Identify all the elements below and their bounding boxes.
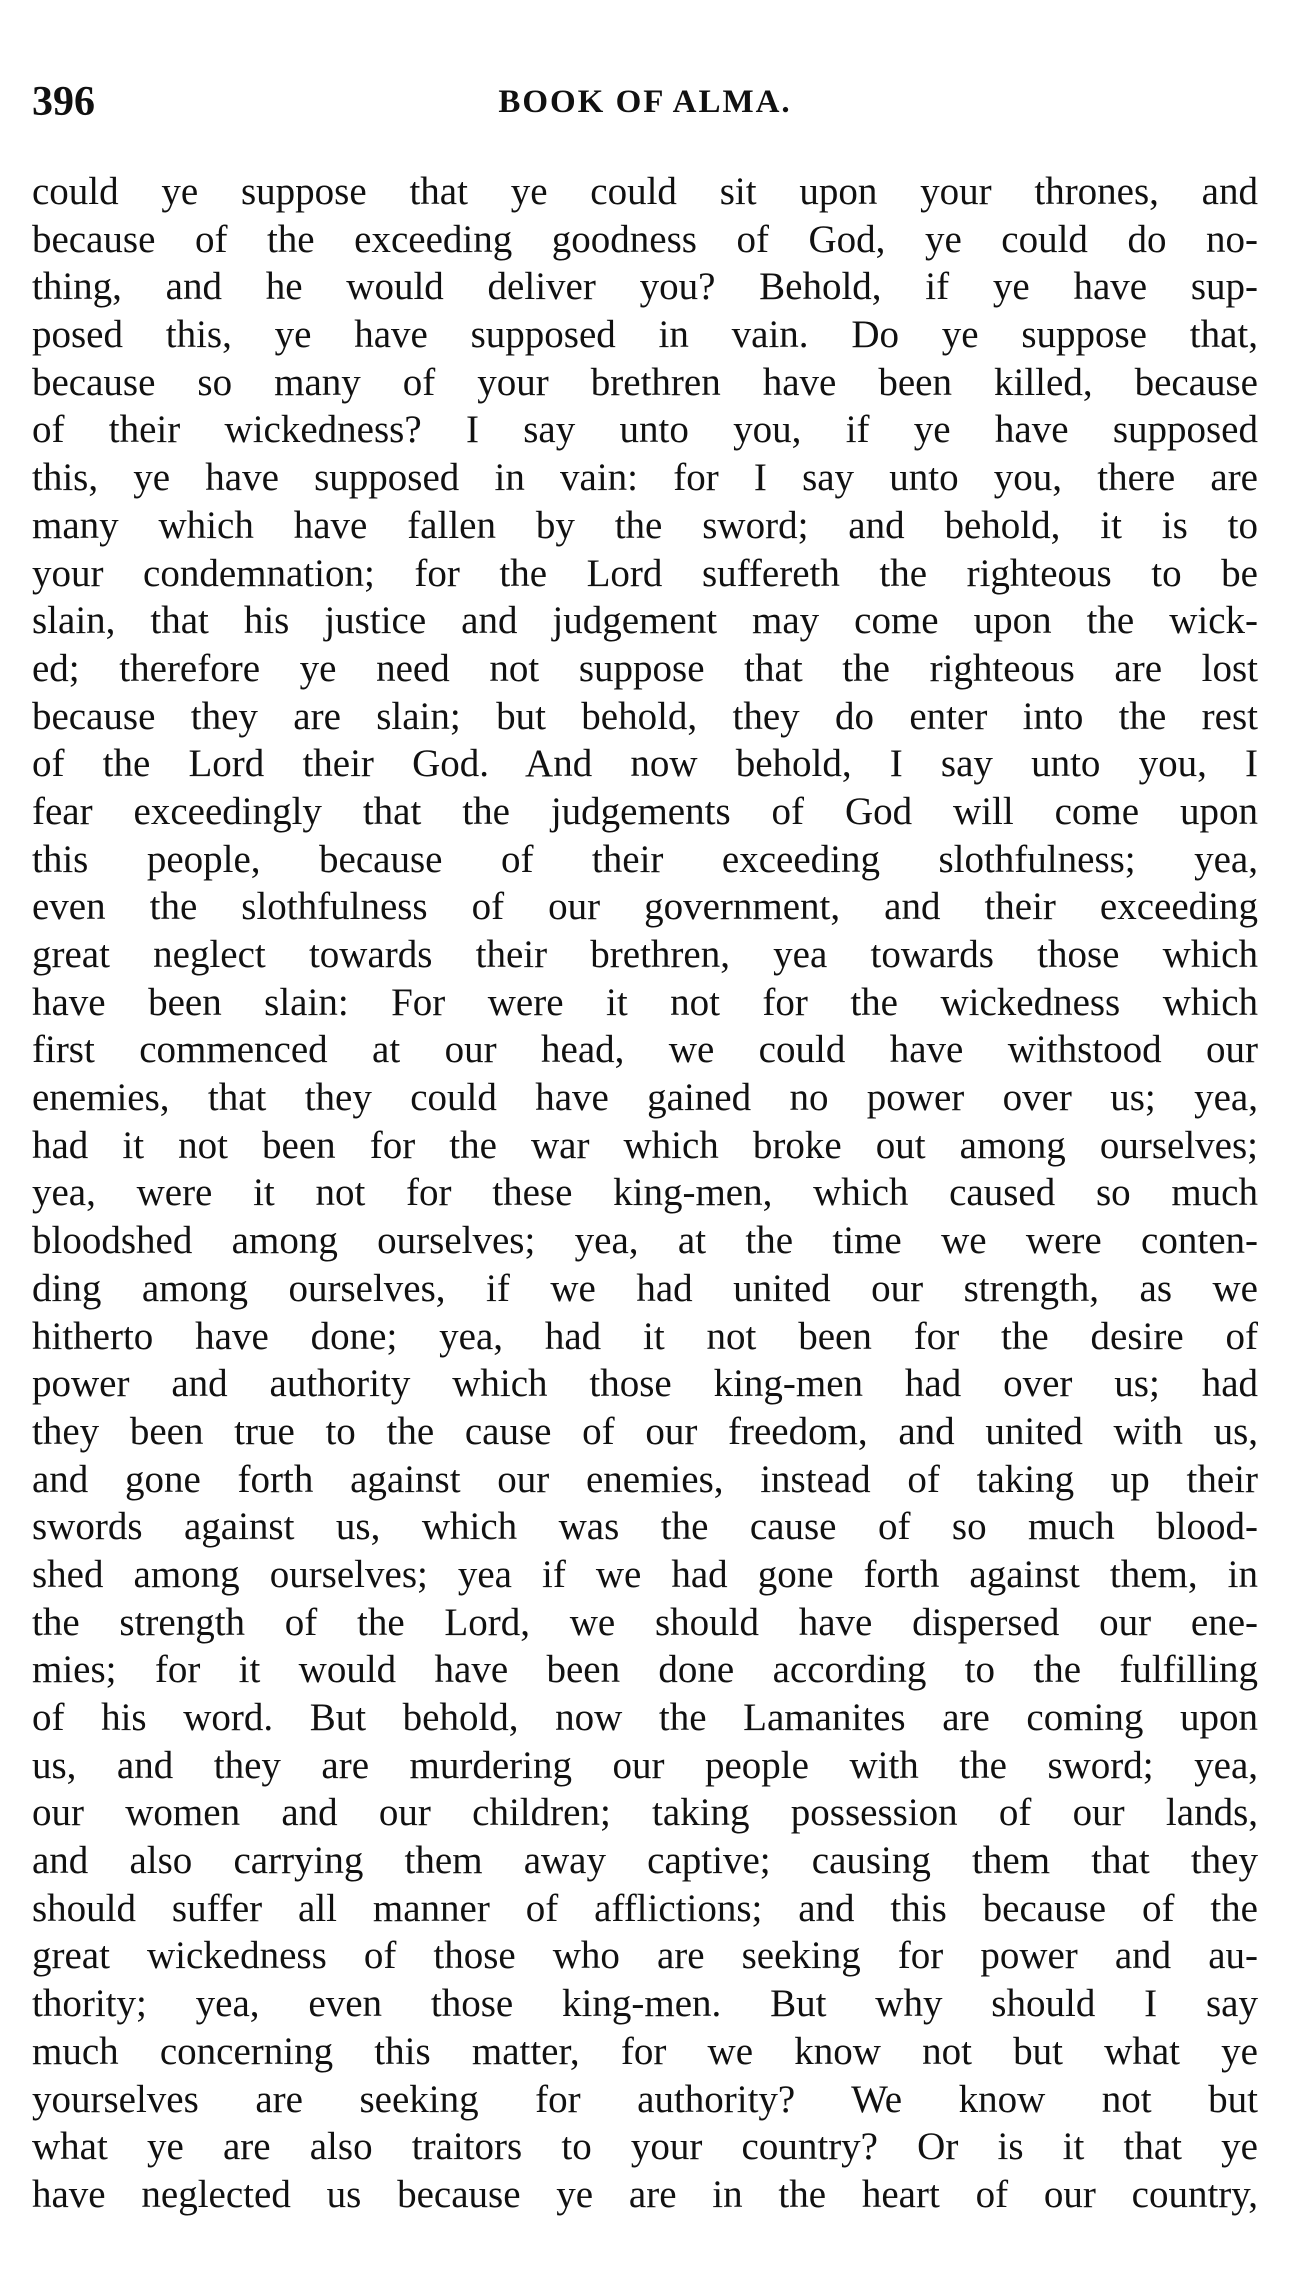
text-line: mies; for it would have been done according to the fulfilling xyxy=(32,1648,1258,1692)
text-line: thority; yea, even those king-men. But why should I say xyxy=(32,1982,1258,2026)
text-line: swords against us, which was the cause of so much blood- xyxy=(32,1505,1258,1549)
text-line: ed; therefore ye need not suppose that the righteous are lost xyxy=(32,646,1258,690)
text-line: great wickedness of those who are seeking for power and au- xyxy=(32,1934,1258,1978)
running-head xyxy=(32,72,1258,132)
text-line: bloodshed among ourselves; yea, at the time we were conten- xyxy=(32,1219,1258,1263)
text-line: many which have fallen by the sword; and behold, it is to xyxy=(32,503,1258,547)
text-line: your condemnation; for the Lord suffereth the righteous to be xyxy=(32,551,1258,595)
text-line: of their wickedness? I say unto you, if ye have supposed xyxy=(32,408,1258,452)
text-line: yourselves are seeking for authority? We know not but xyxy=(32,2077,1258,2121)
text-line: because so many of your brethren have been killed, because xyxy=(32,360,1258,404)
page-number: 396 xyxy=(32,79,95,125)
text-line: the strength of the Lord, we should have dispersed our ene- xyxy=(32,1600,1258,1644)
text-line: thing, and he would deliver you? Behold, if ye have sup- xyxy=(32,265,1258,309)
text-line: shed among ourselves; yea if we had gone forth against them, in xyxy=(32,1552,1258,1596)
text-line: enemies, that they could have gained no power over us; yea, xyxy=(32,1076,1258,1120)
text-line: yea, were it not for these king-men, which caused so much xyxy=(32,1171,1258,1215)
text-line: had it not been for the war which broke out among ourselves; xyxy=(32,1123,1258,1167)
text-line: great neglect towards their brethren, yea towards those which xyxy=(32,933,1258,976)
text-line: even the slothfulness of our government, and their exceeding xyxy=(32,885,1258,929)
text-line: power and authority which those king-men had over us; had xyxy=(32,1362,1258,1406)
text-line: should suffer all manner of afflictions; and this because of the xyxy=(32,1886,1258,1930)
text-line: this people, because of their exceeding slothfulness; yea, xyxy=(32,837,1258,881)
text-line: have neglected us because ye are in the heart of our country, xyxy=(32,2172,1258,2216)
text-line: posed this, ye have supposed in vain. Do ye suppose that, xyxy=(32,313,1258,357)
text-line: us, and they are murdering our people with the sword; yea, xyxy=(32,1743,1258,1787)
text-line: because they are slain; but behold, they do enter into the rest xyxy=(32,694,1258,738)
text-line: could ye suppose that ye could sit upon your thrones, and xyxy=(32,170,1258,213)
book-title: BOOK OF ALMA. xyxy=(498,84,792,120)
text-line: of his word. But behold, now the Lamanites are coming upon xyxy=(32,1696,1258,1739)
text-line: slain, that his justice and judgement may come upon the wick- xyxy=(32,599,1258,643)
text-line: they been true to the cause of our freedom, and united with us, xyxy=(32,1409,1258,1453)
body-text xyxy=(32,168,1258,2219)
text-line: much concerning this matter, for we know not but what ye xyxy=(32,2029,1258,2073)
text-line: of the Lord their God. And now behold, I say unto you, I xyxy=(32,742,1258,786)
text-line: because of the exceeding goodness of God, ye could do no- xyxy=(32,217,1258,261)
text-line: hitherto have done; yea, had it not been for the desire of xyxy=(32,1314,1258,1358)
text-line: this, ye have supposed in vain: for I say unto you, there are xyxy=(32,456,1258,500)
text-line: have been slain: For were it not for the wickedness which xyxy=(32,980,1258,1024)
text-line: fear exceedingly that the judgements of God will come upon xyxy=(32,789,1258,833)
text-line: first commenced at our head, we could have withstood our xyxy=(32,1028,1258,1072)
text-line: what ye are also traitors to your country? Or is it that ye xyxy=(32,2125,1258,2169)
text-line: and gone forth against our enemies, instead of taking up their xyxy=(32,1457,1258,1501)
text-line: and also carrying them away captive; causing them that they xyxy=(32,1839,1258,1883)
text-line: ding among ourselves, if we had united our strength, as we xyxy=(32,1266,1258,1310)
text-line: our women and our children; taking possession of our lands, xyxy=(32,1791,1258,1835)
